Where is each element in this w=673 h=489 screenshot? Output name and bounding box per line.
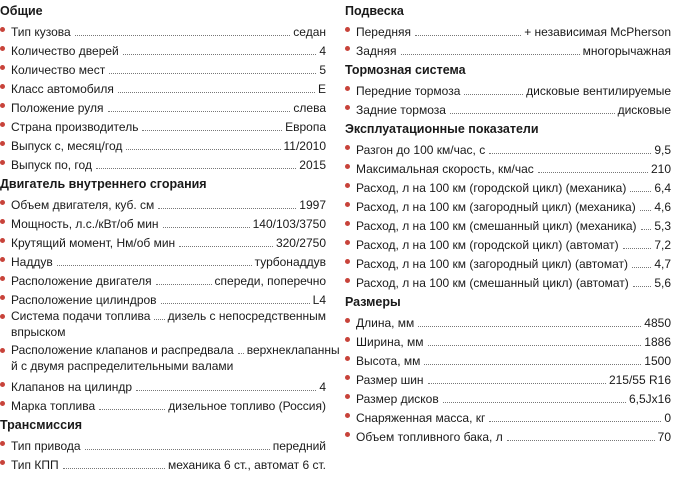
spec-value: 6,4 — [654, 181, 671, 195]
spec-row — [0, 289, 326, 308]
spec-value: 5 — [319, 63, 326, 77]
spec-label: Мощность, л.с./кВт/об мин — [11, 217, 159, 231]
bullet-icon — [345, 86, 350, 91]
suspension-rows — [345, 21, 673, 59]
spec-label: Длина, мм — [356, 316, 415, 330]
section-title-performance: Эксплуатационные показатели — [345, 122, 539, 136]
spec-row — [345, 40, 671, 59]
spec-value: передний — [272, 439, 326, 453]
bullet-icon — [0, 160, 5, 165]
leader-dots — [428, 383, 606, 384]
leader-dots — [75, 35, 291, 36]
spec-row-valves — [0, 342, 340, 376]
spec-label: Расход, л на 100 км (загородный цикл) (механика) — [356, 200, 636, 214]
bullet-icon — [345, 356, 350, 361]
bullet-icon — [0, 219, 5, 224]
general-rows — [0, 21, 330, 173]
engine-rows-2 — [0, 376, 330, 414]
spec-value: 6,5Jx16 — [628, 392, 671, 406]
spec-row — [345, 312, 671, 331]
spec-row — [0, 395, 326, 414]
spec-row — [0, 232, 326, 251]
bullet-icon — [0, 65, 5, 70]
leader-dots — [489, 421, 661, 422]
spec-value: 1886 — [644, 335, 671, 349]
spec-row — [345, 369, 671, 388]
spec-row — [0, 97, 326, 116]
spec-value: 1500 — [644, 354, 671, 368]
bullet-icon — [0, 46, 5, 51]
leader-dots — [158, 208, 296, 209]
spec-value: 215/55 R16 — [608, 373, 671, 387]
spec-row — [345, 407, 671, 426]
spec-label: Расход, л на 100 км (смешанный цикл) (автомат) — [356, 276, 629, 290]
leader-dots — [161, 303, 310, 304]
spec-value: верхнеклапанны — [246, 343, 340, 357]
bullet-icon — [345, 432, 350, 437]
spec-row — [0, 251, 326, 270]
leader-dots — [418, 326, 641, 327]
spec-label: Объем двигателя, куб. см — [11, 198, 155, 212]
performance-rows — [345, 139, 673, 291]
bullet-icon — [0, 122, 5, 127]
spec-value: 7,2 — [654, 238, 671, 252]
spec-label: Размер шин — [356, 373, 424, 387]
spec-label: Выпуск с, месяц/год — [11, 139, 123, 153]
bullet-icon — [0, 348, 5, 353]
spec-value: дисковые вентилируемые — [526, 84, 671, 98]
spec-row — [345, 388, 671, 407]
leader-dots — [179, 246, 273, 247]
spec-row — [345, 331, 671, 350]
bullet-icon — [0, 257, 5, 262]
spec-row — [0, 454, 326, 473]
bullet-icon — [0, 103, 5, 108]
leader-dots — [415, 35, 521, 36]
bullet-icon — [345, 183, 350, 188]
bullet-icon — [0, 84, 5, 89]
spec-row — [0, 376, 326, 395]
spec-value: многорычажная — [582, 44, 671, 58]
bullet-icon — [0, 27, 5, 32]
dimensions-rows — [345, 312, 673, 445]
spec-label: Разгон до 100 км/час, с — [356, 143, 486, 157]
spec-value: слева — [293, 101, 326, 115]
spec-label: Наддув — [11, 255, 53, 269]
spec-label: Ширина, мм — [356, 335, 424, 349]
leader-dots — [142, 130, 282, 131]
right-column — [345, 0, 673, 445]
spec-row — [0, 435, 326, 454]
spec-row — [0, 59, 326, 78]
spec-row — [0, 154, 326, 173]
spec-label: Система подачи топлива — [11, 309, 151, 323]
leader-dots — [123, 54, 317, 55]
leader-dots — [57, 265, 252, 266]
spec-value: L4 — [312, 293, 326, 307]
spec-value: 0 — [664, 411, 671, 425]
spec-row — [345, 253, 671, 272]
section-title-transmission: Трансмиссия — [0, 418, 83, 432]
spec-value: 210 — [650, 162, 671, 176]
spec-label: Расположение двигателя — [11, 274, 152, 288]
spec-row — [0, 213, 326, 232]
spec-value: седан — [293, 25, 326, 39]
spec-row — [345, 426, 671, 445]
spec-label: Крутящий момент, Нм/об мин — [11, 236, 176, 250]
section-title-engine: Двигатель внутреннего сгорания — [0, 177, 207, 191]
bullet-icon — [0, 314, 5, 319]
leader-dots — [136, 390, 316, 391]
bullet-icon — [0, 382, 5, 387]
bullet-icon — [0, 200, 5, 205]
spec-row — [0, 116, 326, 135]
spec-value: 4850 — [644, 316, 671, 330]
transmission-rows — [0, 435, 330, 473]
leader-dots — [109, 73, 316, 74]
bullet-icon — [345, 27, 350, 32]
spec-row — [345, 350, 671, 369]
bullet-icon — [0, 401, 5, 406]
spec-row — [0, 194, 326, 213]
bullet-icon — [0, 295, 5, 300]
leader-dots — [126, 149, 280, 150]
spec-row — [0, 40, 326, 59]
spec-label: Задние тормоза — [356, 103, 446, 117]
spec-label: Высота, мм — [356, 354, 421, 368]
leader-dots — [428, 345, 642, 346]
spec-label: Снаряженная масса, кг — [356, 411, 486, 425]
section-title-general: Общие — [0, 4, 43, 18]
spec-label: Размер дисков — [356, 392, 439, 406]
bullet-icon — [0, 460, 5, 465]
leader-dots — [99, 409, 165, 410]
spec-label: Положение руля — [11, 101, 104, 115]
spec-label: Задняя — [356, 44, 397, 58]
leader-dots — [424, 364, 641, 365]
spec-label: Тип кузова — [11, 25, 71, 39]
spec-label: Страна производитель — [11, 120, 139, 134]
leader-dots — [163, 227, 250, 228]
leader-dots — [641, 229, 652, 230]
bullet-icon — [0, 441, 5, 446]
leader-dots — [464, 94, 523, 95]
spec-label: Передние тормоза — [356, 84, 461, 98]
spec-value: дизельное топливо (Россия) — [168, 399, 326, 413]
spec-label: Передняя — [356, 25, 412, 39]
spec-value: E — [317, 82, 326, 96]
leader-dots — [401, 54, 580, 55]
leader-dots — [640, 210, 652, 211]
leader-dots — [154, 319, 164, 320]
spec-row — [345, 215, 671, 234]
spec-label: Объем топливного бака, л — [356, 430, 503, 444]
spec-value: 9,5 — [654, 143, 671, 157]
spec-label: Расположение цилиндров — [11, 293, 157, 307]
bullet-icon — [345, 413, 350, 418]
leader-dots — [85, 449, 270, 450]
left-column — [0, 0, 340, 473]
bullet-icon — [345, 145, 350, 150]
spec-value: 2015 — [299, 158, 326, 172]
section-title-brakes: Тормозная система — [345, 63, 466, 77]
bullet-icon — [345, 202, 350, 207]
spec-row — [0, 78, 326, 97]
leader-dots — [450, 113, 615, 114]
bullet-icon — [345, 394, 350, 399]
spec-row — [345, 139, 671, 158]
spec-row — [0, 270, 326, 289]
spec-label: Максимальная скорость, км/час — [356, 162, 534, 176]
leader-dots — [630, 191, 651, 192]
spec-value: 320/2750 — [275, 236, 326, 250]
bullet-icon — [0, 238, 5, 243]
spec-label: Клапанов на цилиндр — [11, 380, 133, 394]
bullet-icon — [345, 46, 350, 51]
spec-row — [345, 21, 671, 40]
spec-value: 70 — [657, 430, 671, 444]
spec-label: Класс автомобиля — [11, 82, 114, 96]
bullet-icon — [0, 141, 5, 146]
spec-value: 4 — [319, 44, 326, 58]
brakes-rows — [345, 80, 673, 118]
spec-label: Тип привода — [11, 439, 81, 453]
spec-value: + независимая McPherson — [524, 25, 671, 39]
spec-label: Расход, л на 100 км (смешанный цикл) (механика) — [356, 219, 637, 233]
spec-value-continued: впрыском — [11, 325, 66, 339]
section-title-dimensions: Размеры — [345, 295, 401, 309]
bullet-icon — [345, 337, 350, 342]
spec-value-continued: й с двумя распределительными валами — [11, 359, 234, 373]
leader-dots — [108, 111, 291, 112]
leader-dots — [507, 440, 655, 441]
leader-dots — [538, 172, 648, 173]
leader-dots — [443, 402, 626, 403]
leader-dots — [96, 168, 296, 169]
section-title-suspension: Подвеска — [345, 4, 404, 18]
spec-value: Европа — [285, 120, 326, 134]
bullet-icon — [345, 318, 350, 323]
leader-dots — [623, 248, 652, 249]
spec-value: турбонаддув — [254, 255, 326, 269]
spec-label: Количество мест — [11, 63, 106, 77]
leader-dots — [63, 468, 165, 469]
spec-label: Расход, л на 100 км (загородный цикл) (автомат) — [356, 257, 628, 271]
bullet-icon — [345, 259, 350, 264]
spec-value: 5,3 — [654, 219, 671, 233]
leader-dots — [118, 92, 315, 93]
spec-value: спереди, поперечно — [214, 274, 326, 288]
leader-dots — [489, 153, 651, 154]
spec-value: дизель с непосредственным — [167, 309, 326, 323]
spec-label: Расположение клапанов и распредвала — [11, 343, 234, 357]
spec-label: Количество дверей — [11, 44, 119, 58]
bullet-icon — [345, 375, 350, 380]
spec-value: механика 6 ст., автомат 6 ст. — [167, 458, 326, 472]
spec-row — [345, 177, 671, 196]
spec-label: Тип КПП — [11, 458, 59, 472]
spec-row — [345, 234, 671, 253]
spec-value: 4,7 — [654, 257, 671, 271]
leader-dots — [633, 286, 652, 287]
spec-row — [345, 99, 671, 118]
spec-row-fuel-system — [0, 308, 326, 342]
spec-row — [0, 21, 326, 40]
spec-value: 11/2010 — [283, 139, 326, 153]
bullet-icon — [345, 164, 350, 169]
leader-dots — [238, 353, 244, 354]
leader-dots — [156, 284, 212, 285]
spec-value: 4,6 — [654, 200, 671, 214]
bullet-icon — [345, 240, 350, 245]
spec-row — [0, 135, 326, 154]
spec-label: Марка топлива — [11, 399, 96, 413]
engine-rows — [0, 194, 330, 308]
spec-label: Расход, л на 100 км (городской цикл) (автомат) — [356, 238, 619, 252]
spec-row — [345, 272, 671, 291]
bullet-icon — [345, 105, 350, 110]
bullet-icon — [0, 276, 5, 281]
spec-row — [345, 158, 671, 177]
spec-value: 4 — [319, 380, 326, 394]
bullet-icon — [345, 278, 350, 283]
spec-row — [345, 196, 671, 215]
spec-value: 140/103/3750 — [252, 217, 326, 231]
spec-label: Расход, л на 100 км (городской цикл) (механика) — [356, 181, 627, 195]
spec-value: 5,6 — [654, 276, 671, 290]
bullet-icon — [345, 221, 350, 226]
leader-dots — [632, 267, 651, 268]
spec-value: дисковые — [617, 103, 671, 117]
spec-label: Выпуск по, год — [11, 158, 92, 172]
spec-value: 1997 — [299, 198, 326, 212]
spec-row — [345, 80, 671, 99]
